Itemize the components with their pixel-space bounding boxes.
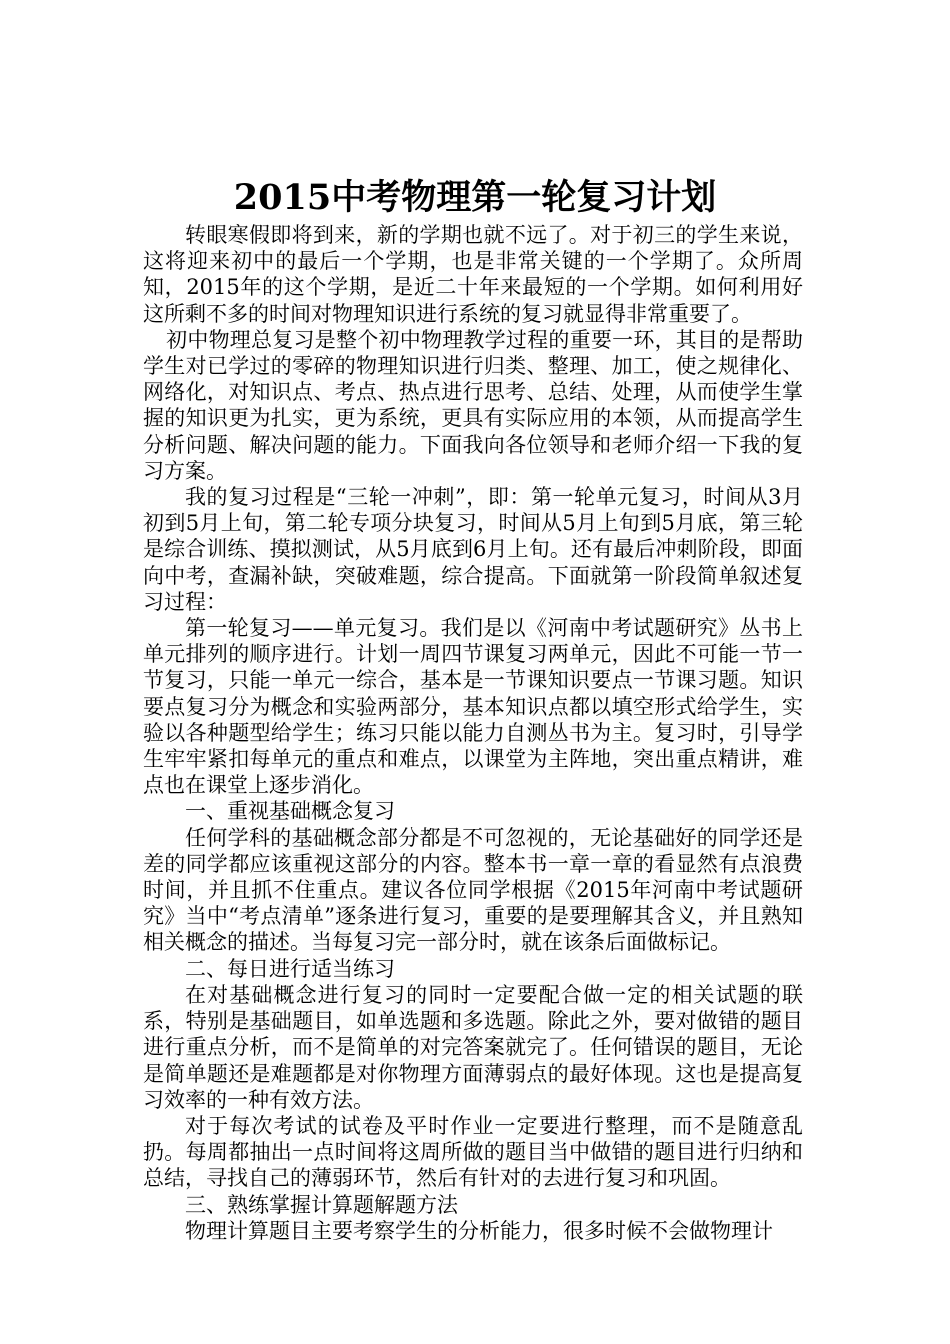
paragraph-calculation: 物理计算题目主要考察学生的分析能力，很多时候不会做物理计 (185, 1218, 773, 1243)
paragraph-daily-practice: 在对基础概念进行复习的同时一定要配合做一定的相关试题的联系，特别是基础题目，如单选题和多选题。除此之外，要对做错的题目进行重点分析，而不是简单的对完答案就完了。任何错误的题目，无论是简单题还是难题都是对你物理方面薄弱点的最好体现。这也是提高复习效率的一种有效方法。 (143, 982, 803, 1112)
section-heading-daily-practice: 二、每日进行适当练习 (185, 956, 395, 981)
paragraph-basic-concepts: 任何学科的基础概念部分都是不可忽视的，无论基础好的同学还是差的同学都应该重视这部分的内容。整本书一章一章的看显然有点浪费时间，并且抓不住重点。建议各位同学根据《2015年河南中考试题研究》当中“考点清单”逐条进行复习，重要的是要理解其含义，并且熟知相关概念的描述。当每复习完一部分时，就在该条后面做标记。 (143, 825, 803, 955)
section-heading-basic-concepts: 一、重视基础概念复习 (185, 799, 395, 824)
paragraph-review-process: 我的复习过程是“三轮一冲刺”，即：第一轮单元复习，时间从3月初到5月上旬，第二轮专项分块复习，时间从5月上旬到5月底，第三轮是综合训练、摸拟测试，从5月底到6月上旬。还有最后冲刺阶段，即面向中考，查漏补缺，突破难题，综合提高。下面就第一阶段简单叙述复习过程： (143, 485, 803, 614)
section-heading-calculation: 三、熟练掌握计算题解题方法 (185, 1192, 458, 1217)
document-title: 2015中考物理第一轮复习计划 (233, 177, 717, 218)
paragraph-organize-papers: 对于每次考试的试卷及平时作业一定要进行整理，而不是随意乱扔。每周都抽出一点时间将这周所做的题目当中做错的题目进行归纳和总结，寻找自己的薄弱环节，然后有针对的去进行复习和巩固。 (143, 1113, 803, 1191)
paragraph-intro: 转眼寒假即将到来，新的学期也就不远了。对于初三的学生来说，这将迎来初中的最后一个学期，也是非常关键的一个学期了。众所周知，2015年的这个学期，是近二十年来最短的一个学期。如何利用好这所剩不多的时间对物理知识进行系统的复习就显得非常重要了。 (143, 223, 803, 326)
paragraph-first-round: 第一轮复习——单元复习。我们是以《河南中考试题研究》丛书上单元排列的顺序进行。计划一周四节课复习两单元，因此不可能一节一节复习，只能一单元一综合，基本是一节课知识要点一节课习题。知识要点复习分为概念和实验两部分，基本知识点都以填空形式给学生，实验以各种题型给学生；练习只能以能力自测丛书为主。复习时，引导学生牢牢紧扣每单元的重点和难点，以课堂为主阵地，突出重点精讲，难点也在课堂上逐步消化。 (143, 616, 803, 798)
paragraph-review-purpose: 初中物理总复习是整个初中物理教学过程的重要一环，其目的是帮助学生对已学过的零碎的物理知识进行归类、整理、加工，使之规律化、网络化，对知识点、考点、热点进行思考、总结、处理，从而使学生掌握的知识更为扎实，更为系统，更具有实际应用的本领，从而提高学生分析问题、解决问题的能力。下面我向各位领导和老师介绍一下我的复习方案。 (143, 327, 803, 483)
document-body (143, 222, 803, 1244)
